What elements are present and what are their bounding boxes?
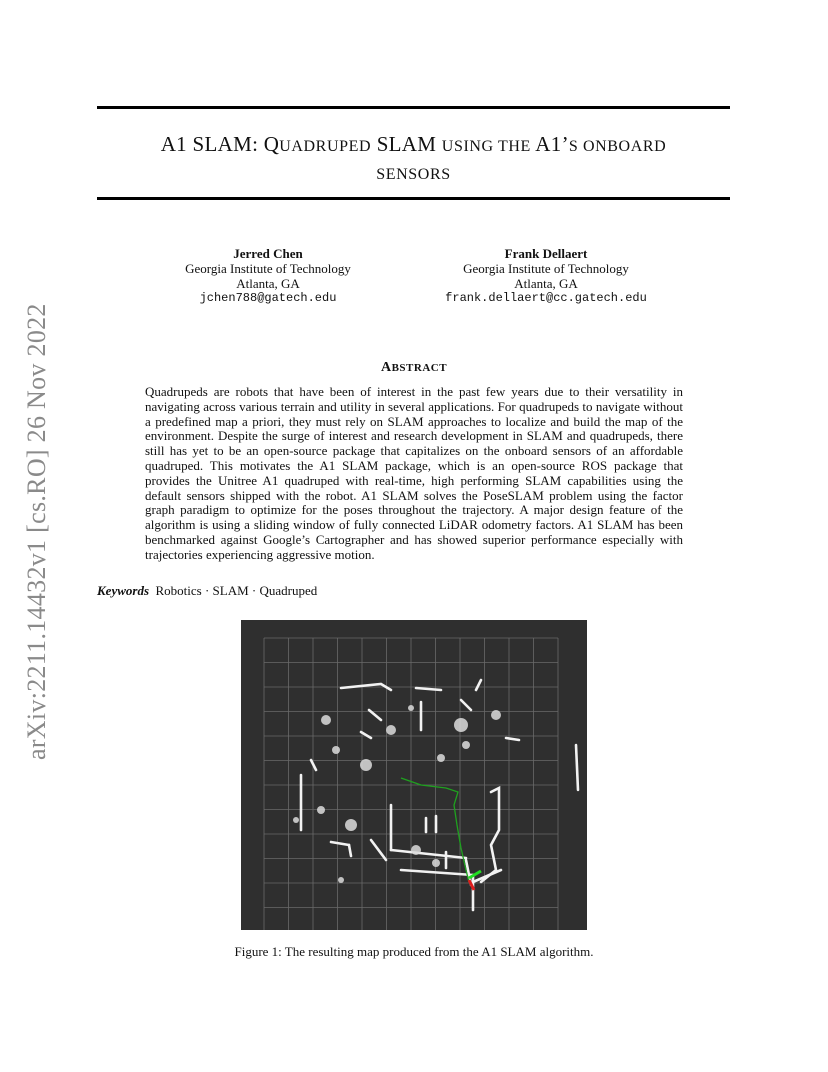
- map-wall: [371, 840, 386, 860]
- map-point-cluster: [360, 759, 372, 771]
- paper-title: [97, 130, 730, 189]
- arxiv-stamp: arXiv:2211.14432v1 [cs.RO] 26 Nov 2022: [22, 303, 51, 760]
- title-rule-bottom: [97, 197, 730, 200]
- map-point-cluster: [321, 715, 331, 725]
- map-point-cluster: [454, 718, 468, 732]
- title-line-2: SENSORS: [376, 166, 451, 183]
- author-location: Atlanta, GA: [236, 276, 300, 291]
- map-wall: [476, 680, 481, 690]
- map-wall: [349, 845, 351, 856]
- abstract-heading-initial: A: [380, 360, 392, 375]
- slam-map-figure: [241, 620, 587, 930]
- map-point-cluster: [491, 710, 501, 720]
- map-wall: [461, 700, 471, 710]
- map-wall: [391, 850, 466, 858]
- slam-map-image: [241, 620, 587, 930]
- abstract-heading-rest: BSTRACT: [391, 362, 448, 374]
- author-email[interactable]: frank.dellaert@cc.gatech.edu: [445, 291, 647, 305]
- map-point-cluster: [437, 754, 445, 762]
- map-wall: [576, 745, 578, 790]
- map-point-cluster: [345, 819, 357, 831]
- map-point-cluster: [411, 845, 421, 855]
- title-part: SLAM: [371, 132, 442, 156]
- map-point-cluster: [293, 817, 299, 823]
- map-wall: [361, 732, 371, 738]
- author-block: [168, 246, 368, 306]
- title-part: UADRUPED: [279, 138, 372, 155]
- map-point-cluster: [317, 806, 325, 814]
- map-point-cluster: [408, 705, 414, 711]
- keywords-label: Keywords: [97, 583, 149, 598]
- keywords-line: [97, 583, 317, 599]
- keywords-values: Robotics · SLAM · Quadruped: [155, 583, 318, 598]
- title-rule-top: [97, 106, 730, 109]
- figure-caption: Figure 1: The resulting map produced from the A1 SLAM algorithm.: [234, 944, 594, 959]
- author-name: Frank Dellaert: [504, 246, 588, 261]
- map-point-cluster: [432, 859, 440, 867]
- author-affiliation: Georgia Institute of Technology: [463, 261, 629, 276]
- author-email[interactable]: jchen788@gatech.edu: [199, 291, 337, 305]
- map-point-cluster: [386, 725, 396, 735]
- map-point-cluster: [332, 746, 340, 754]
- title-line-1: [97, 130, 730, 161]
- abstract-body: Quadrupeds are robots that have been of interest in the past few years due to their versatility in navigating across various terrain and utility in several applications. For quadrupeds to navigate without a predefined map a priori, they must rely on SLAM approaches to localize and build the map of the environment. Despite the surge of interest and research development in SLAM and quadrupeds, there still has yet to be an open-source package that capitalizes on the onboard sensors of an affordable quadruped. This motivates the A1 SLAM package, which is an open-source ROS package that provides the Unitree A1 quadruped with real-time, high performing SLAM capabilities using the default sensors shipped with the robot. A1 SLAM solves the PoseSLAM problem using the factor graph paradigm to optimize for the poses throughout the trajectory. A major design feature of the algorithm is using a sliding window of fully connected LiDAR odometry factors. A1 SLAM has been benchmarked against Google’s Cartographer and has showed superior performance especially with trajectories experiencing aggressive motion.: [145, 384, 683, 562]
- map-wall: [401, 870, 473, 875]
- map-wall: [416, 688, 441, 690]
- map-point-cluster: [462, 741, 470, 749]
- author-block: [436, 246, 656, 306]
- map-point-cluster: [338, 877, 344, 883]
- author-name: Jerred Chen: [233, 246, 303, 261]
- title-part: S ONBOARD: [568, 138, 667, 155]
- map-wall: [311, 760, 316, 770]
- abstract-heading: [0, 360, 828, 376]
- map-wall: [331, 842, 349, 845]
- author-affiliation: Georgia Institute of Technology: [185, 261, 351, 276]
- author-location: Atlanta, GA: [514, 276, 578, 291]
- map-wall: [481, 788, 499, 882]
- title-part: A1 SLAM: Q: [160, 132, 280, 156]
- title-part: A1’: [530, 132, 569, 156]
- title-part: USING THE: [441, 138, 531, 155]
- map-wall: [506, 738, 519, 740]
